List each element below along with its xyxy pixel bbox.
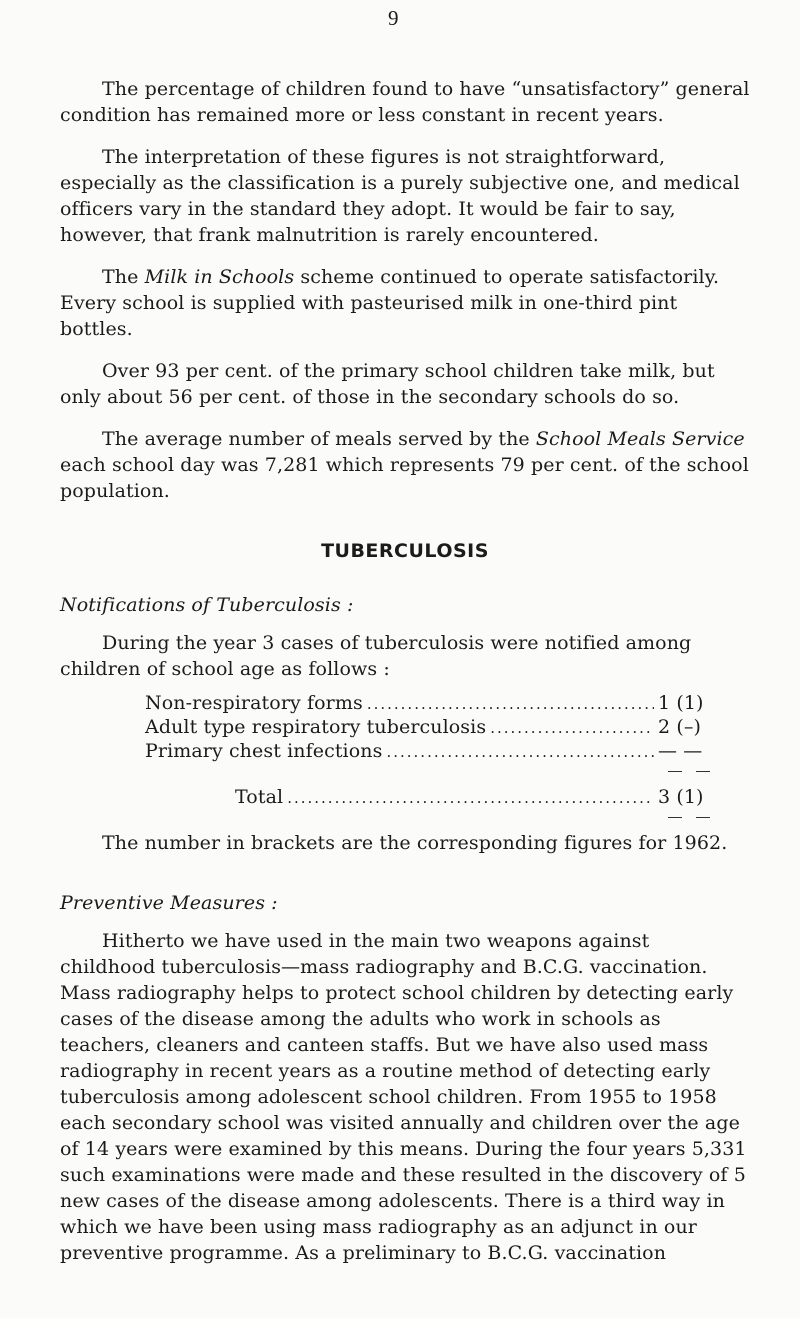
- page-number: 9: [388, 6, 399, 30]
- row-label: Adult type respiratory tuberculosis: [145, 716, 487, 738]
- dot-leader: [490, 715, 654, 741]
- rule-line: [668, 817, 682, 818]
- notifications-subheading: Notifications of Tuberculosis :: [60, 594, 354, 616]
- row-value: 2 (–): [658, 716, 701, 738]
- row-value: 1 (1): [658, 692, 704, 714]
- table-row: [60, 690, 750, 714]
- milk-in-schools-title: Milk in Schools: [144, 266, 295, 288]
- milk-pre: The: [102, 266, 145, 288]
- notifications-intro: During the year 3 cases of tuberculosis were notified among children of school age as follows :: [60, 632, 692, 680]
- total-row: [60, 784, 750, 808]
- paragraph-interpretation: The interpretation of these figures is not straightforward, especially as the classification is a purely subjective one, and medical officers vary in the standard they adopt. It would be fair to say, however, that frank malnutrition is rarely encountered.: [60, 146, 740, 246]
- table-row: [60, 714, 750, 738]
- milk-post: scheme continued to operate satisfactorily. Every school is supplied with pasteurised milk in one-third pint bottles.: [60, 266, 720, 340]
- paragraph-milk-in-schools: [60, 264, 750, 342]
- preventive-subheading: Preventive Measures :: [60, 892, 278, 914]
- sum-rule-above: [60, 762, 750, 784]
- total-label: Total: [235, 786, 284, 808]
- section-heading-tuberculosis: TUBERCULOSIS: [321, 540, 489, 562]
- row-label: Primary chest infections: [145, 740, 383, 762]
- total-value: 3 (1): [658, 786, 704, 808]
- rule-line: [696, 771, 710, 772]
- row-label: Non-respiratory forms: [145, 692, 363, 714]
- paragraph-milk-uptake: Over 93 per cent. of the primary school children take milk, but only about 56 per cent. of those in the secondary schools do so.: [60, 360, 715, 408]
- meals-post: each school day was 7,281 which represents 79 per cent. of the school population.: [60, 454, 749, 502]
- brackets-note: The number in brackets are the corresponding figures for 1962.: [102, 832, 728, 854]
- paragraph-unsatisfactory-condition: The percentage of children found to have “unsatisfactory” general condition has remained more or less constant in recent years.: [60, 78, 750, 126]
- rule-line: [668, 771, 682, 772]
- sum-rule-below: [60, 808, 750, 830]
- paragraph-preventive: Hitherto we have used in the main two weapons against childhood tuberculosis—mass radiography and B.C.G. vaccination. Mass radiography helps to protect school children by detecting early cases of the disease among the adults who work in schools as teachers, cleaners and canteen staffs. But we have also used mass radiography in recent years as a routine method of detecting early tuberculosis among adolescent school children. From 1955 to 1958 each secondary school was visited annually and children over the age of 14 years were examined by this means. During the four years 5,331 such examinations were made and these resulted in the discovery of 5 new cases of the disease among adolescents. There is a third way in which we have been using mass radiography as an adjunct in our preventive programme. As a preliminary to B.C.G. vaccination: [60, 930, 747, 1264]
- table-row: [60, 738, 750, 762]
- rule-line: [696, 817, 710, 818]
- school-meals-service-title: School Meals Service: [535, 428, 745, 450]
- meals-pre: The average number of meals served by the: [102, 428, 536, 450]
- notifications-table: [60, 690, 750, 830]
- row-value: — —: [658, 740, 703, 762]
- paragraph-school-meals: [60, 426, 750, 504]
- body-text: [60, 76, 750, 1282]
